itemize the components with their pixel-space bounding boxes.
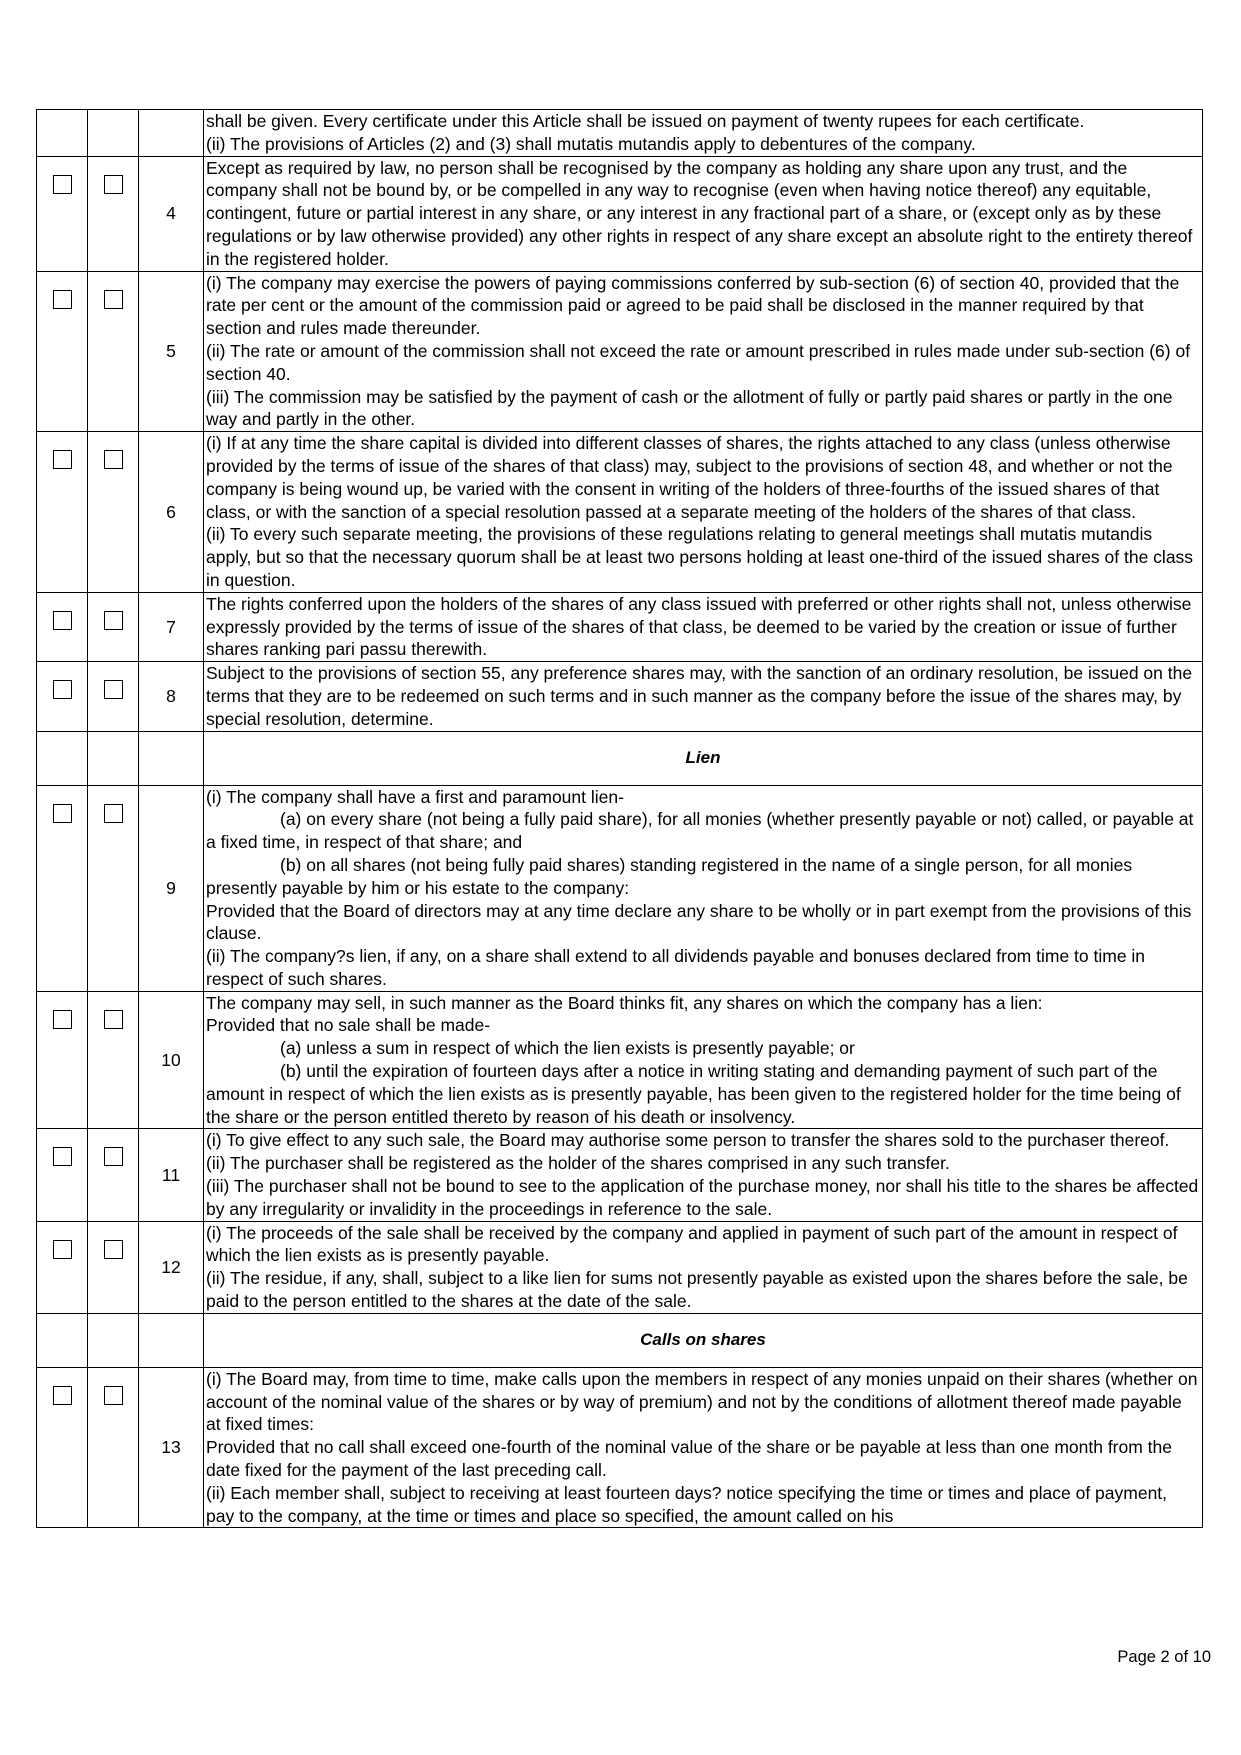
empty-cell (88, 1313, 139, 1367)
second-checkbox-cell (88, 1221, 139, 1313)
article-paragraph: (iii) The commission may be satisfied by the payment of cash or the allotment of fully or partly paid shares or partly in the one way and partly in the other. (206, 386, 1173, 430)
article-row (37, 1221, 1203, 1313)
second-checkbox[interactable] (104, 611, 123, 630)
article-text (204, 991, 1203, 1129)
article-paragraph: (i) The company may exercise the powers of paying commissions conferred by sub-section (6) of section 40, provided that the rate per cent or the amount of the commission paid or agreed to be paid shall be disclosed in the manner required by that section and rules made thereunder. (206, 272, 1180, 339)
article-subclause (206, 808, 1199, 854)
first-checkbox[interactable] (53, 450, 72, 469)
article-subclause (206, 854, 1199, 900)
section-heading-row (37, 731, 1203, 785)
article-paragraph: Provided that no sale shall be made- (206, 1015, 491, 1036)
article-paragraph: (ii) The purchaser shall be registered as the holder of the shares comprised in any such transfer. (206, 1153, 950, 1174)
article-number: 12 (139, 1221, 204, 1313)
article-text (204, 271, 1203, 432)
article-number (139, 110, 204, 157)
article-paragraph: The rights conferred upon the holders of the shares of any class issued with preferred or other rights shall not, unless otherwise expressly provided by the terms of issue of the shares of that class, be deemed to be varied by the creation or issue of further shares ranking pari passu therewith. (206, 593, 1192, 660)
first-checkbox-cell (37, 1129, 88, 1221)
empty-cell (37, 731, 88, 785)
second-checkbox[interactable] (104, 450, 123, 469)
article-paragraph: Provided that no call shall exceed one-fourth of the nominal value of the share or be payable at less than one month from the date fixed for the payment of the last preceding call. (206, 1437, 1173, 1481)
article-paragraph: (iii) The purchaser shall not be bound to see to the application of the purchase money, nor shall his title to the shares be affected by any irregularity or invalidity in the proceedings in reference to the sale. (206, 1176, 1199, 1219)
article-row (37, 785, 1203, 991)
first-checkbox[interactable] (53, 804, 72, 823)
articles-table-body (37, 110, 1203, 1528)
article-text (204, 156, 1203, 271)
first-checkbox-cell (37, 110, 88, 157)
first-checkbox-cell (37, 991, 88, 1129)
article-paragraph: (i) If at any time the share capital is divided into different classes of shares, the rights attached to any class (unless otherwise provided by the terms of issue of the shares of that class) may, subject to the provisions of section 48, and whether or not the company is being wound up, be varied with the consent in writing of the holders of three-fourths of the issued shares of that class, or with the sanction of a special resolution passed at a separate meeting of the holders of the shares of that class. (206, 433, 1173, 522)
article-row (37, 1367, 1203, 1528)
article-text (204, 110, 1203, 157)
first-checkbox-cell (37, 1221, 88, 1313)
article-row (37, 432, 1203, 593)
article-number: 8 (139, 662, 204, 731)
article-row (37, 1129, 1203, 1221)
second-checkbox-cell (88, 110, 139, 157)
first-checkbox[interactable] (53, 290, 72, 309)
article-paragraph: (ii) The residue, if any, shall, subject to a like lien for sums not presently payable as existed upon the shares before the sale, be paid to the person entitled to the shares at the date of the sale. (206, 1268, 1188, 1312)
page-number: Page 2 of 10 (1117, 1648, 1211, 1666)
article-row (37, 110, 1203, 157)
article-text (204, 1129, 1203, 1221)
second-checkbox[interactable] (104, 290, 123, 309)
article-text (204, 785, 1203, 991)
second-checkbox[interactable] (104, 1010, 123, 1029)
second-checkbox-cell (88, 1367, 139, 1528)
second-checkbox-cell (88, 662, 139, 731)
article-paragraph: (i) To give effect to any such sale, the Board may authorise some person to transfer the shares sold to the purchaser thereof. (206, 1130, 1170, 1151)
first-checkbox[interactable] (53, 680, 72, 699)
empty-cell (139, 731, 204, 785)
empty-cell (37, 1313, 88, 1367)
article-paragraph: (i) The Board may, from time to time, make calls upon the members in respect of any monies unpaid on their shares (whether on account of the nominal value of the shares or by way of premium) and not by the conditions of allotment thereof made payable at fixed times: (206, 1368, 1198, 1435)
first-checkbox-cell (37, 1367, 88, 1528)
article-paragraph: Provided that the Board of directors may at any time declare any share to be wholly or in part exempt from the provisions of this clause. (206, 900, 1192, 944)
section-heading-row (37, 1313, 1203, 1367)
first-checkbox-cell (37, 785, 88, 991)
article-number: 6 (139, 432, 204, 593)
first-checkbox[interactable] (53, 611, 72, 630)
article-paragraph: Except as required by law, no person shall be recognised by the company as holding any share upon any trust, and the company shall not be bound by, or be compelled in any way to recognise (even when having notice thereof) any equitable, contingent, future or partial interest in any share, or any interest in any fractional part of a share, or (except only as by these regulations or by law otherwise provided) any other rights in respect of any share except an absolute right to the entirety thereof in the registered holder. (206, 157, 1193, 269)
section-heading: Lien (204, 731, 1203, 785)
article-number: 13 (139, 1367, 204, 1528)
article-number: 10 (139, 991, 204, 1129)
second-checkbox-cell (88, 271, 139, 432)
article-paragraph: (i) The proceeds of the sale shall be received by the company and applied in payment of such part of the amount in respect of which the lien exists as is presently payable. (206, 1222, 1178, 1266)
second-checkbox[interactable] (104, 1386, 123, 1405)
article-number: 7 (139, 592, 204, 661)
article-row (37, 662, 1203, 731)
article-text (204, 1221, 1203, 1313)
empty-cell (88, 731, 139, 785)
article-paragraph: The company may sell, in such manner as the Board thinks fit, any shares on which the company has a lien: (206, 992, 1043, 1013)
article-paragraph: (i) The company shall have a first and paramount lien- (206, 786, 624, 807)
article-number: 9 (139, 785, 204, 991)
first-checkbox[interactable] (53, 1240, 72, 1259)
first-checkbox-cell (37, 592, 88, 661)
second-checkbox-cell (88, 785, 139, 991)
article-row (37, 991, 1203, 1129)
first-checkbox[interactable] (53, 1386, 72, 1405)
subclause-indent: (b) until the expiration of fourteen days after a notice in writing stating and demanding payment of such part of the amount in respect of which the lien exists as is presently payable, has been given to the registered holder for the time being of the share or the person entitled thereto by reason of his death or insolvency. (206, 1061, 1181, 1127)
article-paragraph: (ii) The provisions of Articles (2) and (3) shall mutatis mutandis apply to debentures of the company. (206, 133, 976, 154)
article-text (204, 592, 1203, 661)
article-number: 5 (139, 271, 204, 432)
article-paragraph: Subject to the provisions of section 55, any preference shares may, with the sanction of an ordinary resolution, be issued on the terms that they are to be redeemed on such terms and in such manner as the company before the issue of the shares may, by special resolution, determine. (206, 663, 1193, 729)
second-checkbox-cell (88, 592, 139, 661)
article-number: 11 (139, 1129, 204, 1221)
article-text (204, 1367, 1203, 1528)
second-checkbox[interactable] (104, 175, 123, 194)
first-checkbox-cell (37, 662, 88, 731)
article-row (37, 592, 1203, 661)
second-checkbox-cell (88, 991, 139, 1129)
article-paragraph: shall be given. Every certificate under this Article shall be issued on payment of twenty rupees for each certificate. (206, 111, 1085, 131)
second-checkbox[interactable] (104, 1147, 123, 1166)
subclause-indent: (b) on all shares (not being fully paid shares) standing registered in the name of a single person, for all monies presently payable by him or his estate to the company: (206, 854, 1133, 898)
article-paragraph: (ii) Each member shall, subject to receiving at least fourteen days? notice specifying the time or times and place of payment, pay to the company, at the time or times and place so specified, the amount called on his (206, 1482, 1168, 1526)
articles-table (36, 109, 1203, 1528)
article-row (37, 271, 1203, 432)
first-checkbox[interactable] (53, 175, 72, 194)
subclause-indent: (a) on every share (not being a fully paid share), for all monies (whether presently payable or not) called, or payable at a fixed time, in respect of that share; and (206, 809, 1194, 853)
second-checkbox-cell (88, 156, 139, 271)
article-paragraph: (ii) The rate or amount of the commission shall not exceed the rate or amount prescribed in rules made under sub-section (6) of section 40. (206, 340, 1191, 384)
second-checkbox-cell (88, 432, 139, 593)
second-checkbox[interactable] (104, 1240, 123, 1259)
first-checkbox[interactable] (53, 1010, 72, 1029)
subclause-indent: (a) unless a sum in respect of which the lien exists is presently payable; or (280, 1038, 855, 1059)
second-checkbox[interactable] (104, 804, 123, 823)
article-row (37, 156, 1203, 271)
first-checkbox-cell (37, 156, 88, 271)
article-number: 4 (139, 156, 204, 271)
article-paragraph: (ii) The company?s lien, if any, on a share shall extend to all dividends payable and bonuses declared from time to time in respect of such shares. (206, 946, 1146, 989)
second-checkbox-cell (88, 1129, 139, 1221)
first-checkbox[interactable] (53, 1147, 72, 1166)
article-subclause (206, 1060, 1199, 1128)
second-checkbox[interactable] (104, 680, 123, 699)
first-checkbox-cell (37, 271, 88, 432)
first-checkbox-cell (37, 432, 88, 593)
article-text (204, 662, 1203, 731)
article-text (204, 432, 1203, 593)
article-subclause (206, 1037, 1199, 1060)
empty-cell (139, 1313, 204, 1367)
article-paragraph: (ii) To every such separate meeting, the provisions of these regulations relating to general meetings shall mutatis mutandis apply, but so that the necessary quorum shall be at least two persons holding at least one-third of the issued shares of the class in question. (206, 524, 1194, 590)
section-heading: Calls on shares (204, 1313, 1203, 1367)
